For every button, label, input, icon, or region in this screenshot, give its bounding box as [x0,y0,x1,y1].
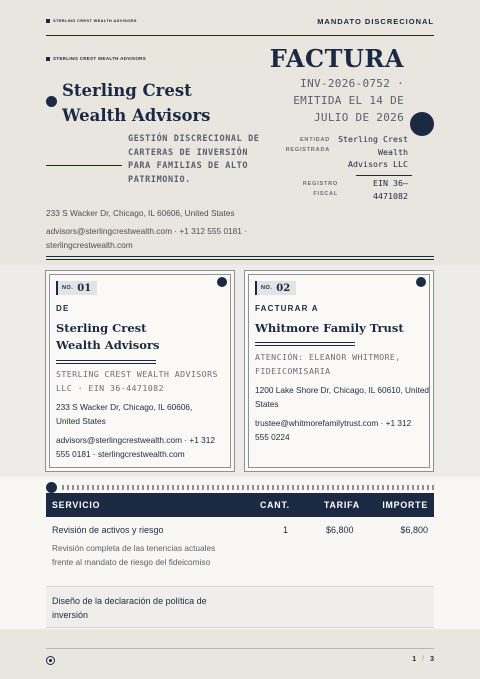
page-current: 1 [412,656,417,663]
to-sub: ATENCIÓN: ELEANOR WHITMORE, FIDEICOMISARIA [255,352,401,376]
row-service: Diseño de la declaración de política de inversión [52,596,207,620]
header-divider [46,256,434,260]
dot-icon [46,96,57,107]
card-tag [56,281,97,295]
dot-icon [416,277,426,287]
tag-number: 01 [77,282,92,294]
header-brand [46,18,137,23]
issuer-name-line1: Sterling Crest [62,81,192,100]
issuer-contact: advisors@sterlingcrestwealth.com · +1 312 555 0181 · sterlingcrestwealth.com [46,226,247,250]
tag-number: 02 [276,282,291,294]
footer-divider [46,648,434,649]
row-rate: $6,800 [326,525,354,535]
card-divider [255,342,355,346]
from-name-line1: Sterling Crest [56,321,147,335]
entity-value: Sterling Crest Wealth Advisors LLC [338,134,408,169]
row-service: Revisión de activos y riesgo [52,525,164,535]
target-icon [46,656,55,665]
col-qty: CANT. [260,500,290,510]
issuer-brand-mini-text: STERLING CREST WEALTH ADVISORS [53,56,147,61]
card-label: DE [56,304,70,313]
issuer-name-line2: Wealth Advisors [62,106,211,125]
issuer-brand-mini [46,56,146,61]
to-name: Whitmore Family Trust [255,321,404,335]
issuer-address: 233 S Wacker Dr, Chicago, IL 60606, United States [46,208,235,218]
from-name [56,320,159,354]
issuer-name [62,78,232,128]
dot-icon [217,277,227,287]
issuer-tagline: GESTIÓN DISCRECIONAL DE CARTERAS DE INVERSIÓN PARA FAMILIAS DE ALTO PATRIMONIO. [128,134,260,185]
dot-icon [410,112,434,136]
footer-band [0,629,480,679]
table-row [46,588,434,628]
table-row [46,518,434,587]
page-total: 3 [430,656,434,663]
top-header [46,14,434,36]
to-contact: trustee@whitmorefamilytrust.com · +1 312 555 0224 [255,418,412,442]
to-address: 1200 Lake Shore Dr, Chicago, IL 60610, United States [255,385,430,409]
from-name-line2: Wealth Advisors [56,338,160,352]
divider [356,175,412,176]
page-separator: / [422,656,425,663]
from-sub: STERLING CREST WEALTH ADVISORS LLC · EIN 36-4471082 [56,369,218,393]
square-icon [46,57,50,61]
card-label: FACTURAR A [255,304,319,313]
row-amount: $6,800 [400,525,428,535]
from-contact: advisors@sterlingcrestwealth.com · +1 312 555 0181 · sterlingcrestwealth.com [56,435,215,459]
mandate-label: MANDATO DISCRECIONAL [317,17,434,26]
tag-no-label: NO. [62,285,74,291]
card-tag [255,281,296,295]
tag-no-label: NO. [261,285,273,291]
col-service: SERVICIO [52,500,101,510]
tax-value: EIN 36–4471082 [373,178,408,201]
row-description: Revisión completa de las tenencias actuales frente al mandato de riesgo del fideicomiso [52,543,216,567]
dotted-ruler [62,485,434,490]
tax-label: REGISTRO FISCAL [302,181,338,197]
row-qty: 1 [283,525,289,535]
invoice-meta [274,75,404,126]
table-header [46,493,434,517]
divider [46,165,122,166]
invoice-issued: EMITIDA EL 14 DE JULIO DE 2026 [293,94,404,124]
to-card [244,270,434,472]
from-card [45,270,235,472]
page-indicator [412,656,434,663]
col-amount: IMPORTE [382,500,428,510]
invoice-title: FACTURA [269,44,404,73]
entity-label: ENTIDAD REGISTRADA [285,137,330,153]
header-brand-text: STERLING CREST WEALTH ADVISORS [53,18,137,23]
from-address: 233 S Wacker Dr, Chicago, IL 60606, United States [56,402,193,426]
square-icon [46,19,50,23]
dot-icon [46,482,57,493]
col-rate: TARIFA [324,500,360,510]
card-divider [56,360,156,364]
invoice-number: INV-2026-0752 · [300,77,404,90]
